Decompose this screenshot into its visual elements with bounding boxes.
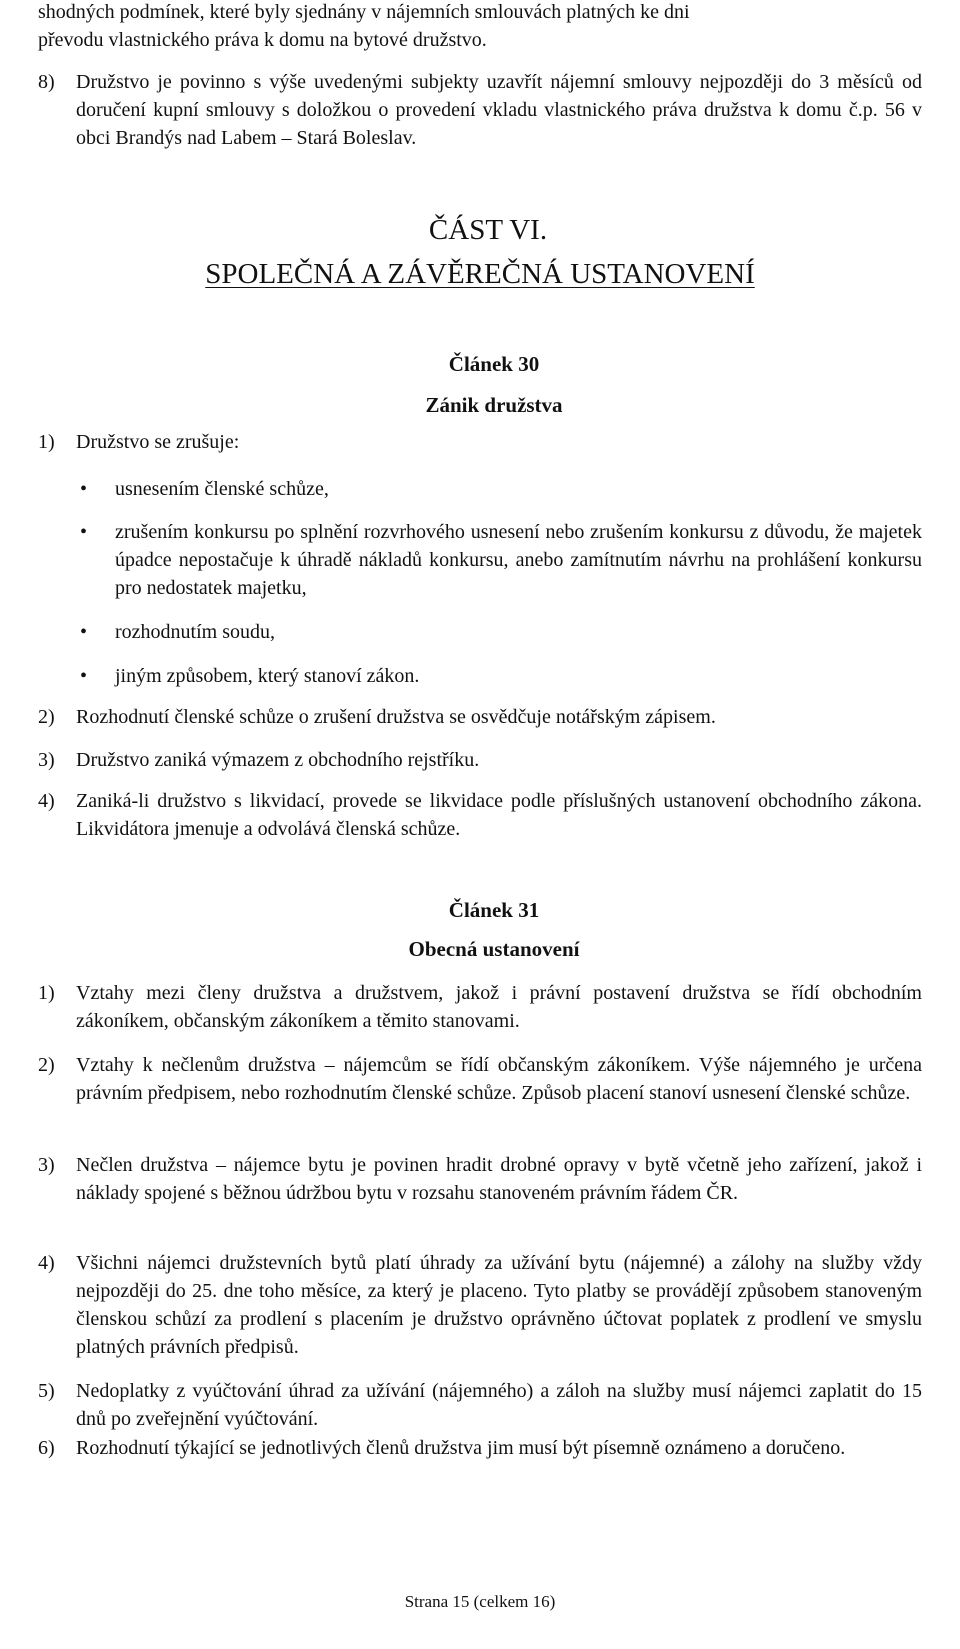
item-number: 6) <box>38 1437 55 1459</box>
item-number: 3) <box>38 749 55 771</box>
item-number: 2) <box>38 706 55 728</box>
item-number: 5) <box>38 1380 55 1402</box>
item-number: 8) <box>38 71 55 93</box>
article-31-item-6 <box>38 1434 922 1462</box>
item-number: 2) <box>38 1054 55 1076</box>
section-title: SPOLEČNÁ A ZÁVĚREČNÁ USTANOVENÍ <box>205 258 755 290</box>
bullet-text: rozhodnutím soudu, <box>115 621 275 643</box>
article-30-item-1 <box>38 428 922 456</box>
bullet-2 <box>38 518 922 602</box>
article-31-item-3 <box>38 1151 922 1207</box>
article-31-item-4 <box>38 1249 922 1361</box>
section-heading <box>38 256 922 292</box>
item-text: Vztahy mezi členy družstva a družstvem, jakož i právní postavení družstva se řídí obchodním zákoníkem, občanským zákoníkem a těmito stanovami. <box>76 982 922 1032</box>
bullet-dot: • <box>80 621 88 643</box>
part-title: ČÁST VI. <box>428 214 548 246</box>
article-31-subtitle: Obecná ustanovení <box>408 937 580 961</box>
article-31-heading <box>38 896 922 924</box>
article-30-subtitle: Zánik družstva <box>425 393 563 417</box>
article-30-heading <box>38 350 922 378</box>
article-31-subheading <box>38 935 922 963</box>
article-30-item-4 <box>38 787 922 843</box>
item-text: Zaniká-li družstvo s likvidací, provede se likvidace podle příslušných ustanovení obchodního zákona. Likvidátora jmenuje a odvolává členská schůze. <box>76 790 922 840</box>
bullet-text: zrušením konkursu po splnění rozvrhového usnesení nebo zrušením konkursu z důvodu, že majetek úpadce nepostačuje k úhradě nákladů konkursu, anebo zamítnutím návrhu na prohlášení konkursu pro nedostatek majetku, <box>115 521 922 599</box>
bullet-text: usnesením členské schůze, <box>115 478 329 500</box>
item-text: Nedoplatky z vyúčtování úhrad za užívání (nájemného) a záloh na služby musí nájemci zaplatit do 15 dnů po zveřejnění vyúčtování. <box>76 1380 922 1430</box>
item-number: 4) <box>38 1252 55 1274</box>
carryover-paragraph <box>38 0 922 54</box>
bullet-text: jiným způsobem, který stanoví zákon. <box>115 665 420 687</box>
carryover-line-1: shodných podmínek, které byly sjednány v nájemních smlouvách platných ke dni <box>38 1 690 23</box>
article-31-item-2 <box>38 1051 922 1107</box>
page-footer: Strana 15 (celkem 16) <box>404 1592 556 1611</box>
bullet-3 <box>38 618 922 646</box>
item-text: Družstvo zaniká výmazem z obchodního rejstříku. <box>76 749 480 771</box>
item-number: 4) <box>38 790 55 812</box>
bullet-dot: • <box>80 521 88 543</box>
item-text: Všichni nájemci družstevních bytů platí úhrady za užívání bytu (nájemné) a zálohy na služby vždy nejpozději do 25. dne toho měsíce, za který je placeno. Tyto platby se provádějí způsobem stanoveným členskou schůzí za prodlení s placením je družstvo oprávněno účtovat poplatek z prodlení ve smyslu platných právních předpisů. <box>76 1252 922 1358</box>
bullet-dot: • <box>80 478 88 500</box>
article-30-item-2 <box>38 703 922 731</box>
item-text: Vztahy k nečlenům družstva – nájemcům se řídí občanským zákoníkem. Výše nájemného je určena právním předpisem, nebo rozhodnutím členské schůze. Způsob placení stanoví usnesení členské schůze. <box>76 1054 922 1104</box>
bullet-4 <box>38 662 922 690</box>
item-8 <box>38 68 922 152</box>
item-text: Družstvo se zrušuje: <box>76 431 240 453</box>
bullet-1 <box>38 475 922 503</box>
article-30-item-3 <box>38 746 922 774</box>
item-text: Rozhodnutí členské schůze o zrušení družstva se osvědčuje notářským zápisem. <box>76 706 716 728</box>
item-number: 1) <box>38 431 55 453</box>
part-heading <box>38 212 922 248</box>
item-text: Nečlen družstva – nájemce bytu je povinen hradit drobné opravy v bytě včetně jeho zařízení, jakož i náklady spojené s běžnou údržbou bytu v rozsahu stanoveném právním řádem ČR. <box>76 1154 922 1204</box>
item-text: Rozhodnutí týkající se jednotlivých členů družstva jim musí být písemně oznámeno a doručeno. <box>76 1437 846 1459</box>
carryover-line-2: převodu vlastnického práva k domu na bytové družstvo. <box>38 29 487 51</box>
article-31-title: Článek 31 <box>448 898 540 922</box>
bullet-dot: • <box>80 665 88 687</box>
item-number: 3) <box>38 1154 55 1176</box>
article-31-item-1 <box>38 979 922 1035</box>
article-31-item-5 <box>38 1377 922 1433</box>
article-30-title: Článek 30 <box>448 352 540 376</box>
article-30-subheading <box>38 391 922 419</box>
item-number: 1) <box>38 982 55 1004</box>
item-text: Družstvo je povinno s výše uvedenými subjekty uzavřít nájemní smlouvy nejpozději do 3 měsíců od doručení kupní smlouvy s doložkou o provedení vkladu vlastnického práva družstva k domu č.p. 56 v obci Brandýs nad Labem – Stará Boleslav. <box>76 71 922 149</box>
